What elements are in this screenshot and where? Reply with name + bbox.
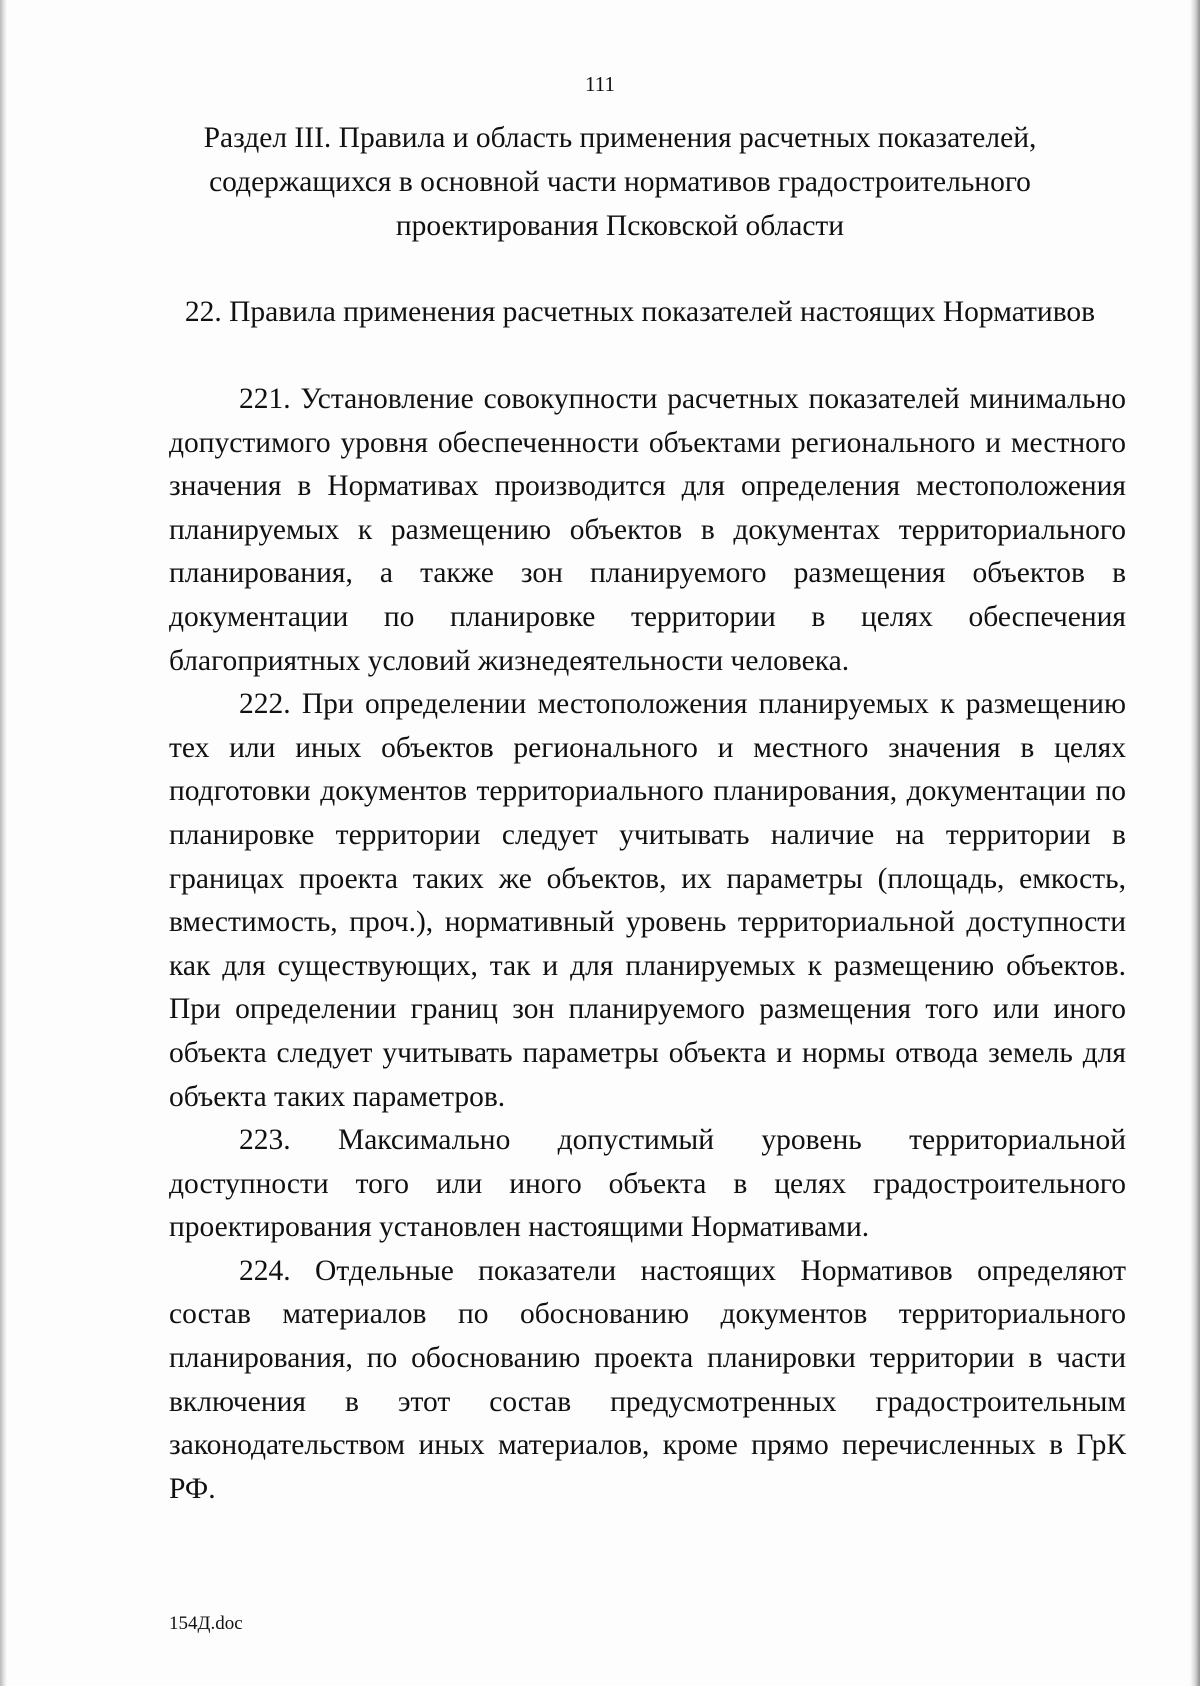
scan-edge-left — [0, 0, 7, 1686]
body-text — [169, 378, 1126, 1511]
paragraph-224: 224. Отдельные показатели настоящих Нормативов определяют состав материалов по обоснованию документов территориального планирования, по обоснованию проекта планировки территории в части включения в этот состав предусмотренных градостроительным законодательством иных материалов, кроме прямо перечисленных в ГрК РФ. — [169, 1254, 1126, 1505]
scan-edge-right — [1190, 0, 1200, 1686]
footer-file-code: 154Д.doc — [169, 1613, 243, 1634]
paragraph-223: 223. Максимально допустимый уровень территориальной доступности того или иного объекта в целях градостроительного проектирования установлен настоящими Нормативами. — [169, 1124, 1126, 1244]
paragraph-221: 221. Установление совокупности расчетных показателей минимально допустимого уровня обеспеченности объектами регионального и местного значения в Нормативах производится для определения местоположения планируемых к размещению объектов в документах территориального планирования, а также зон планируемого размещения объектов в документации по планировке территории в целях обеспечения благоприятных условий жизнедеятельности человека. — [169, 383, 1126, 677]
page-number: 111 — [585, 72, 615, 96]
section-title: Раздел III. Правила и область применения расчетных показателей, содержащихся в основной части нормативов градостроительного проектирования Псковской области — [203, 122, 1037, 242]
paragraph-222: 222. При определении местоположения планируемых к размещению тех или иных объектов регионального и местного значения в целях подготовки документов территориального планирования, документации по планировке территории следует учитывать наличие на территории в границах проекта таких же объектов, их параметры (площадь, емкость, вместимость, проч.), нормативный уровень территориальной доступности как для существующих, так и для планируемых к размещению объектов. При определении границ зон планируемого размещения того или иного объекта следует учитывать параметры объекта и нормы отвода земель для объекта таких параметров. — [169, 688, 1126, 1113]
subsection-title: 22. Правила применения расчетных показателей настоящих Нормативов — [184, 296, 1096, 328]
